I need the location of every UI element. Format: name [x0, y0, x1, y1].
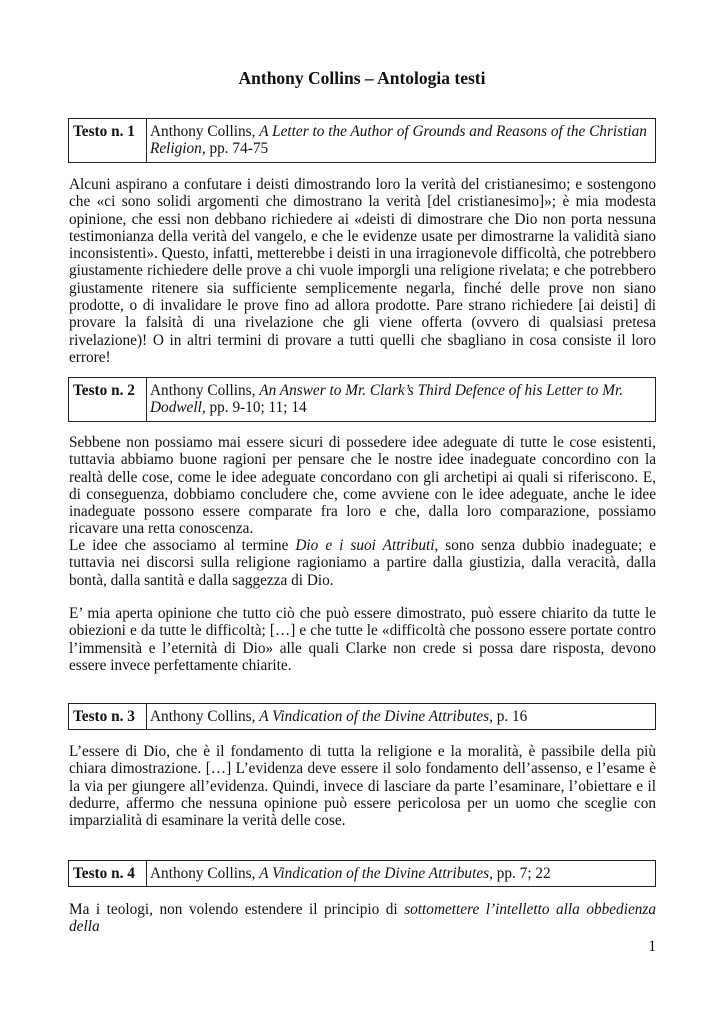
body-paragraph: L’essere di Dio, che è il fondamento di tutta la religione e la moralità, è passibile della più chiara dimostrazione. […] L’evidenza deve essere il solo fondamento dell’assenso, e l’esame è la via per giungere all’evidenza. Quindi, invece di lasciare da parte l’esaminare, l’obiettare e il dedurre, affermo che nessuna opinione può essere pericolosa per un uomo che sceglie con imparzialità di esaminare la verità delle cose. [69, 743, 656, 830]
testo-label: Testo n. 3 [69, 704, 147, 729]
body-paragraph: Le idee che associamo al termine Dio e i suoi Attributi, sono senza dubbio inadeguate; e tuttavia nei discorsi sulla religione ragioniamo a partire dalla giustizia, dalla veracità, dalla bontà, dalla santità e dalla saggezza di Dio. [69, 537, 656, 589]
citation-pages: pp. 74-75 [205, 140, 269, 158]
testo-label: Testo n. 1 [69, 119, 147, 162]
citation-work: A Letter to the Author of Grounds and Reasons of the Christian Religion, [150, 123, 647, 158]
citation-pages: p. 16 [492, 708, 528, 725]
page-number: 1 [648, 938, 656, 955]
citation-work: An Answer to Mr. Clark’s Third Defence of his Letter to Mr. Dodwell, [150, 382, 624, 417]
citation-work: A Vindication of the Divine Attributes, [259, 708, 493, 725]
citation-work: A Vindication of the Divine Attributes, [259, 865, 493, 882]
testo-header-box [68, 377, 656, 422]
body-paragraph: E’ mia aperta opinione che tutto ciò che può essere dimostrato, può essere chiarito da tutte le obiezioni e da tutte le difficoltà; […] e che tutte le «difficoltà che possono essere portate contro l’immensità e l’eternità di Dio» alle quali Clarke non crede si possa dare risposta, devono essere invece perfettamente chiarite. [69, 605, 656, 674]
body-paragraph: Alcuni aspirano a confutare i deisti dimostrando loro la verità del cristianesimo; e sostengono che «ci sono solidi argomenti che dimostrano la verità [del cristianesimo]»; è mia modesta opinione, che essi non debbano richiedere ai «deisti di dimostrare che Dio non porta nessuna testimonianza della verità del vangelo, e che le evidenze usate per dimostrarne la validità siano inconsistenti». Questo, infatti, metterebbe i deisti in una irragionevole difficoltà, che potrebbero giustamente richiedere delle prove a chi vuole imporgli una religione rivelata; e che potrebbero giustamente ritenere sia sufficiente semplicemente negarla, finché delle prove non siano prodotte, o di invalidare le prove fino ad allora prodotte. Pare strano richiedere [ai deisti] di provare la falsità di una rivelazione che gli viene offerta (ovvero di qualsiasi pretesa rivelazione)! O in altri termini di provare a tutti quelli che sbagliano in cosa consiste il loro errore! [69, 176, 656, 366]
testo-label: Testo n. 2 [69, 378, 147, 421]
citation-pages: pp. 9-10; 11; 14 [205, 399, 307, 417]
body-paragraph: Sebbene non possiamo mai essere sicuri di possedere idee adeguate di tutte le cose esistenti, tuttavia abbiamo buone ragioni per pensare che le nostre idee inadeguate concordino con la realtà delle cose, come le idee adeguate concordano con gli archetipi ai quali si riferiscono. E, di conseguenza, dobbiamo concludere che, come avviene con le idee adeguate, anche le idee inadeguate possono essere comparate fra loro e che, dalla loro comparazione, possiamo ricavare una retta conoscenza. [69, 434, 656, 538]
citation-pages: pp. 7; 22 [492, 865, 551, 882]
testo-header-box [68, 860, 656, 887]
testo-label: Testo n. 4 [69, 861, 147, 886]
testo-header-box [68, 118, 656, 163]
testo-citation [147, 704, 655, 729]
citation-author: Anthony Collins, [150, 708, 260, 725]
testo-citation [147, 861, 655, 886]
testo-citation [147, 378, 655, 421]
citation-author: Anthony Collins, [150, 382, 260, 399]
citation-author: Anthony Collins, [150, 865, 260, 882]
body-paragraph: Ma i teologi, non volendo estendere il principio di sottomettere l’intelletto alla obbedienza della [69, 901, 656, 936]
page-title: Anthony Collins – Antologia testi [238, 68, 486, 88]
citation-author: Anthony Collins, [150, 123, 260, 140]
testo-header-box [68, 703, 656, 730]
testo-citation [147, 119, 655, 162]
